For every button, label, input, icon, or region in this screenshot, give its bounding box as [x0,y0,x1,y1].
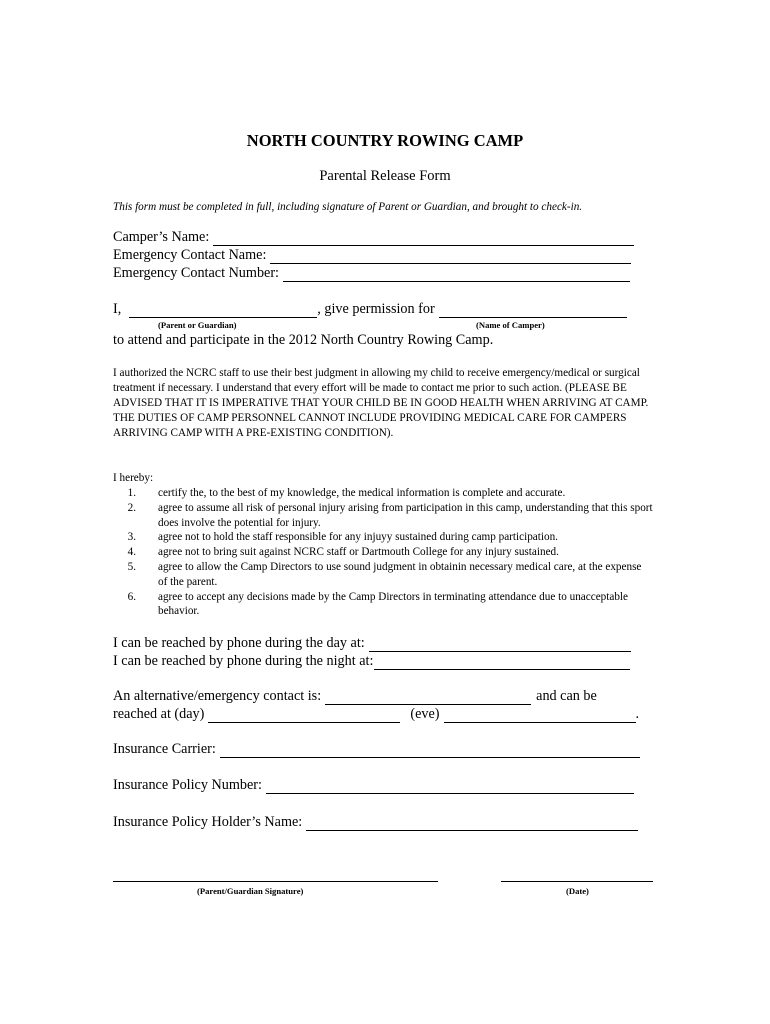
insurance-holder-label: Insurance Policy Holder’s Name: [113,814,303,830]
alternative-contact-label: An alternative/emergency contact is: [113,688,322,704]
authorization-paragraph: I authorized the NCRC staff to use their best judgment in allowing my child to receive emergency/medical or surgical treatment if necessary. I understand that every effort will be made to contact me prior to such action. (PLEASE BE ADVISED THAT IT IS IMPERATIVE THAT YOUR CHILD BE IN GOOD HEALTH WHEN ARRIVING AT CAMP. THE DUTIES OF CAMP PERSONNEL CANNOT INCLUDE PROVIDING MEDICAL CARE FOR CAMPERS ARRIVING CAMP WITH A PRE-EXISTING CONDITION). [113,367,649,439]
permission-row [113,301,627,318]
date-field[interactable] [501,881,653,882]
insurance-policy-number-row [113,777,634,794]
permission-continuation: to attend and participate in the 2012 North Country Rowing Camp. [113,332,494,348]
alternative-contact-field[interactable] [325,690,531,705]
insurance-carrier-row [113,741,640,758]
parent-guardian-caption: (Parent or Guardian) [158,320,237,330]
alternative-reach-row [113,706,639,723]
emergency-contact-name-label: Emergency Contact Name: [113,247,267,263]
hereby-list [113,486,653,619]
insurance-holder-field[interactable] [306,816,638,831]
parent-signature-caption: (Parent/Guardian Signature) [197,886,304,896]
emergency-contact-name-row [113,247,631,264]
form-title: NORTH COUNTRY ROWING CAMP [246,131,524,150]
phone-night-label: I can be reached by phone during the night at: [113,653,374,669]
list-item: 5. agree to allow the Camp Directors to use sound judgment in obtainin necessary medical care, at the expense of the parent. [127,560,642,588]
reach-eve-label: (eve) [410,706,440,722]
parent-guardian-field[interactable] [129,303,317,318]
hereby-lead: I hereby: [113,472,154,484]
phone-day-field[interactable] [369,637,631,652]
insurance-policy-number-field[interactable] [266,779,634,794]
insurance-holder-row [113,814,638,831]
camper-name-field[interactable] [439,303,627,318]
phone-night-row [113,653,630,670]
reach-eve-field[interactable] [444,708,636,723]
camper-name-caption: (Name of Camper) [476,320,545,330]
parent-signature-field[interactable] [113,881,438,882]
permission-prefix: I, [113,301,122,317]
permission-middle: , give permission for [317,301,435,317]
alternative-contact-suffix: and can be [536,688,597,704]
emergency-contact-number-field[interactable] [283,267,630,282]
insurance-carrier-label: Insurance Carrier: [113,741,216,757]
reach-end: . [635,706,640,722]
date-caption: (Date) [566,886,589,896]
campers-name-row [113,229,634,246]
reach-day-field[interactable] [208,708,400,723]
campers-name-field[interactable] [213,231,634,246]
insurance-policy-number-label: Insurance Policy Number: [113,777,262,793]
list-item: 3. agree not to hold the staff responsible for any injuyy sustained during camp participation. [127,531,558,544]
phone-day-label: I can be reached by phone during the day at: [113,635,365,651]
list-item: 6. agree to accept any decisions made by the Camp Directors in terminating attendance due to unacceptable behavior. [127,590,628,618]
phone-day-row [113,635,631,652]
emergency-contact-number-row [113,265,630,282]
campers-name-label: Camper’s Name: [113,229,210,245]
list-item: 1. certify the, to the best of my knowledge, the medical information is complete and accurate. [127,487,566,499]
emergency-contact-number-label: Emergency Contact Number: [113,265,279,281]
emergency-contact-name-field[interactable] [270,249,631,264]
form-instructions: This form must be completed in full, including signature of Parent or Guardian, and brought to check-in. [113,201,583,213]
phone-night-field[interactable] [374,655,630,670]
insurance-carrier-field[interactable] [220,743,640,758]
form-subtitle: Parental Release Form [319,168,451,184]
reach-day-label: reached at (day) [113,706,205,722]
list-item: 4. agree not to bring suit against NCRC staff or Dartmouth College for any injury sustained. [127,546,559,559]
list-item: 2. agree to assume all risk of personal injury arising from participation in this camp, understanding that this sport does involve the potential for injury. [127,501,653,529]
alternative-contact-row [113,688,597,705]
